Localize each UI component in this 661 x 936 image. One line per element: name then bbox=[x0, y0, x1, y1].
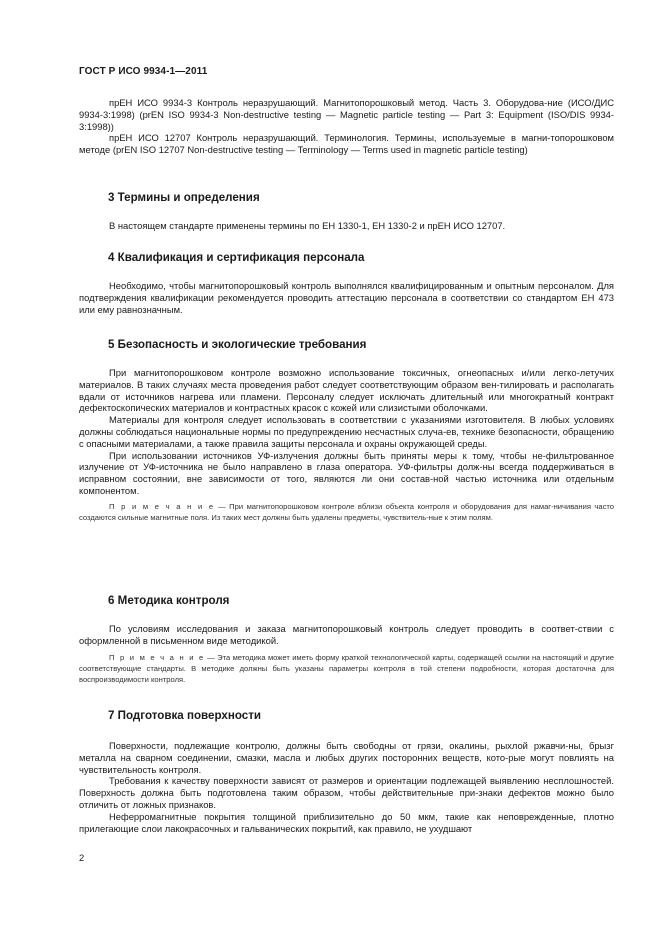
paragraph: В настоящем стандарте применены термины по ЕН 1330-1, ЕН 1330-2 и прЕН ИСО 12707. bbox=[109, 220, 506, 231]
section-7-heading: 7 Подготовка поверхности bbox=[108, 709, 262, 722]
page-number: 2 bbox=[79, 852, 85, 863]
paragraph: По условиям исследования и заказа магнитопорошковый контроль следует проводить в соответ-ствии с оформленной в письменном виде методикой. bbox=[79, 623, 614, 646]
section-3-body bbox=[79, 220, 614, 232]
section-5-heading: 5 Безопасность и экологические требования bbox=[108, 338, 367, 351]
note-text: — Эта методика может иметь форму краткой технологической карты, содержащей ссылки на настоящий и другие соответствующие стандарты. В методике должны быть указаны параметры контроля в той степени подробности, которая достаточна для воспроизводимости контроля. bbox=[79, 652, 615, 685]
note bbox=[79, 652, 614, 686]
references-block bbox=[79, 97, 614, 156]
document-id-header: ГОСТ Р ИСО 9934-1—2011 bbox=[79, 66, 208, 77]
paragraph: Требования к качеству поверхности зависят от размеров и ориентации подлежащей выявлению несплошностей. Поверхность должна быть подготовлена таким образом, чтобы действительные при-знаки дефектов можно было отличить от ложных признаков. bbox=[79, 775, 614, 810]
paragraph: Необходимо, чтобы магнитопорошковый контроль выполнялся квалифицированным и опытным персоналом. Для подтверждения квалификации рекомендуется проводить аттестацию персонала в соответствии со стандартом ЕН 473 или ему равнозначным. bbox=[79, 280, 614, 315]
reference-item: прЕН ИСО 12707 Контроль неразрушающий. Терминология. Термины, используемые в магни-топорошковом методе (prEN ISO 12707 Non-destructive testing — Terminology — Terms used in magnetic particle testing) bbox=[79, 132, 614, 156]
note bbox=[79, 501, 614, 524]
paragraph: При использовании источников УФ-излучения должны быть приняты меры к тому, чтобы не-фильтрованное излучение от УФ-источника не было направлено в глаза оператора. УФ-фильтры долж-ны всегда поддерживаться в исправном состоянии, вне зависимости от того, являются ли они состав-ной частью источника или отдельным компонентом. bbox=[79, 449, 614, 496]
section-4-heading: 4 Квалификация и сертификация персонала bbox=[108, 251, 365, 264]
note-label: П р и м е ч а н и е bbox=[109, 652, 205, 662]
section-4-body bbox=[79, 280, 614, 315]
note-label: П р и м е ч а н и е bbox=[109, 501, 215, 511]
paragraph: При магнитопорошковом контроле возможно использование токсичных, огнеопасных и/или легко-летучих материалов. В таких случаях места проведения работ следует соответствующим образом вен-тилировать и располагать вдали от источников нагрева или пламени. Персоналу следует исключать длительный или многократный контракт дефектоскопических материалов и контрастных красок с кожей или слизистыми оболочками. bbox=[79, 367, 614, 414]
section-5-body bbox=[79, 367, 614, 524]
section-6-body bbox=[79, 623, 614, 686]
reference-item: прЕН ИСО 9934-3 Контроль неразрушающий. Магнитопорошковый метод. Часть 3. Оборудова-ние (ИСО/ДИС 9934-3:1998) (prEN ISO 9934-3 Non-destructive testing — Magnetic particle testing — Part 3: Equipment (ISO/DIS 9934-3:1998)) bbox=[79, 97, 614, 132]
paragraph: Неферромагнитные покрытия толщиной приблизительно до 50 мкм, такие как неповрежденные, плотно прилегающие слои лакокрасочных и гальванических покрытий, как правило, не ухудшают bbox=[79, 810, 614, 834]
section-7-body bbox=[79, 740, 614, 834]
note-text: — При магнитопорошковом контроле вблизи объекта контроля и оборудования для намаг-ничивания часто создаются сильные магнитные поля. Из таких мест должны быть удалены предметы, чувствитель-ные к этим полям. bbox=[79, 501, 615, 523]
section-3-heading: 3 Термины и определения bbox=[108, 191, 260, 204]
paragraph: Поверхности, подлежащие контролю, должны быть свободны от грязи, окалины, рыхлой ржавчи-ны, брызг металла на сварном соединении, смазки, масла и любых других посторонних веществ, кото-рые могут повлиять на чувствительность контроля. bbox=[79, 740, 614, 775]
paragraph: Материалы для контроля следует использовать в соответствии с указаниями изготовителя. В любых условиях должны соблюдаться национальные нормы по предупреждению несчастных случа-ев, технике безопасности, обращению с опасными материалами, а также правила защиты персонала и охраны окружающей среды. bbox=[79, 414, 614, 449]
section-6-heading: 6 Методика контроля bbox=[108, 594, 230, 607]
